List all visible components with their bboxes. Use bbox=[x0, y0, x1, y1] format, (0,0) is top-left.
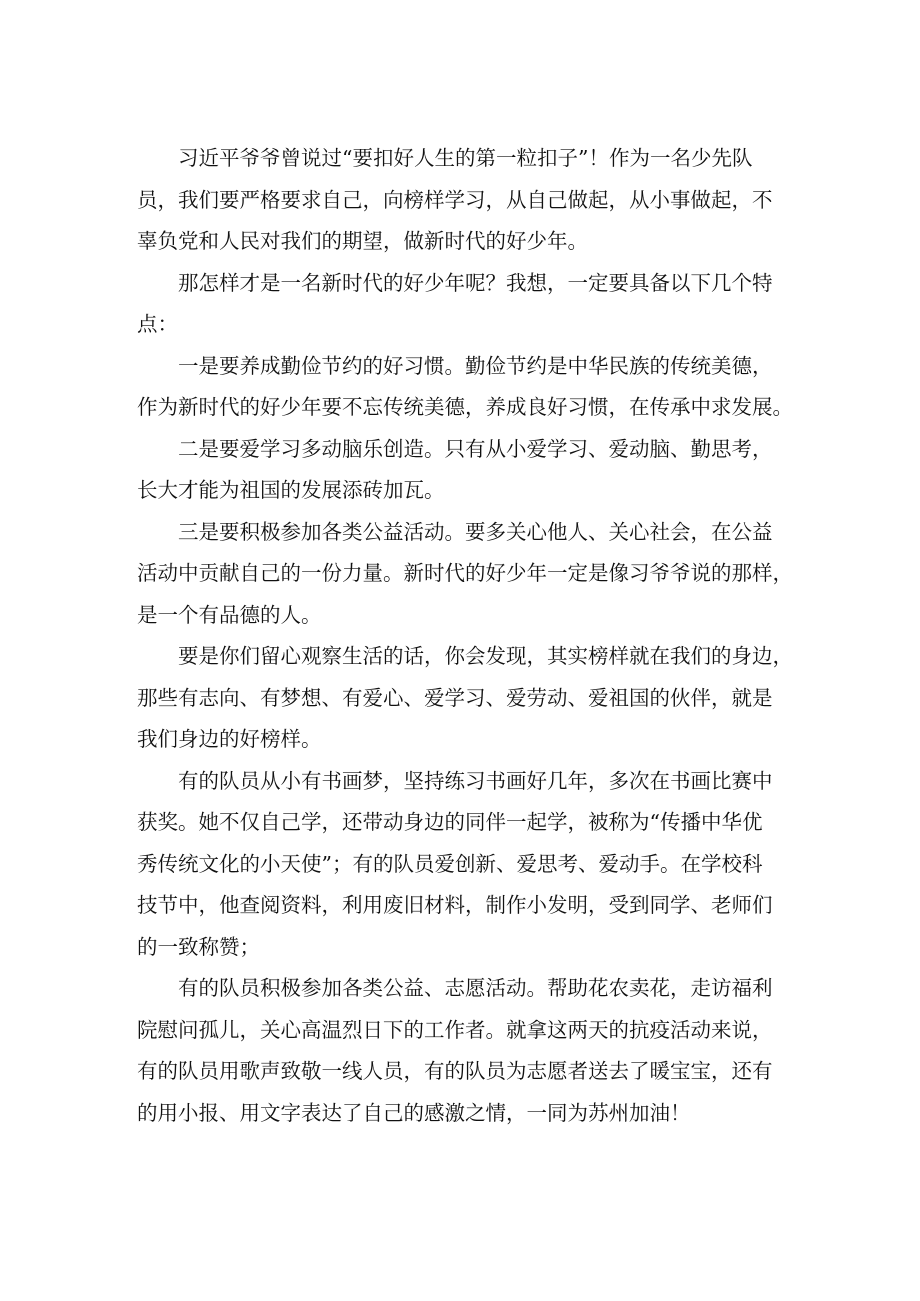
paragraph-1 bbox=[137, 138, 775, 263]
paragraph-6 bbox=[137, 636, 793, 761]
text-line: 辜负党和人民对我们的期望，做新时代的好少年。 bbox=[137, 229, 588, 253]
paragraph-3 bbox=[137, 346, 793, 429]
text-line: 员，我们要严格要求自己，向榜样学习，从自己做起，从小事做起，不 bbox=[137, 187, 773, 212]
text-line: 三是要积极参加各类公益活动。要多关心他人、关心社会，在公益 bbox=[178, 519, 773, 544]
text-line: 的一致称赞； bbox=[137, 934, 260, 959]
text-line: 那些有志向、有梦想、有爱心、爱学习、爱劳动、爱祖国的伙伴，就是 bbox=[137, 685, 773, 710]
text-line: 有的队员用歌声致敬一线人员，有的队员为志愿者送去了暖宝宝，还有 bbox=[137, 1059, 773, 1083]
text-line: 院慰问孤儿，关心高温烈日下的工作者。就拿这两天的抗疫活动来说， bbox=[137, 1017, 773, 1042]
text-line: 一是要养成勤俭节约的好习惯。勤俭节约是中华民族的传统美德， bbox=[178, 353, 773, 378]
text-line: 我们身边的好榜样。 bbox=[137, 727, 322, 751]
text-line: 有的队员从小有书画梦，坚持练习书画好几年，多次在书画比赛中 bbox=[178, 768, 773, 793]
text-line: 习近平爷爷曾说过“要扣好人生的第一粒扣子”！作为一名少先队 bbox=[178, 146, 753, 170]
text-line: 有的队员积极参加各类公益、志愿活动。帮助花农卖花，走访福利 bbox=[178, 976, 773, 1000]
text-line: 二是要爱学习多动脑乐创造。只有从小爱学习、爱动脑、勤思考， bbox=[178, 436, 773, 461]
text-line: 长大才能为祖国的发展添砖加瓦。 bbox=[137, 478, 445, 502]
text-line: 是一个有品德的人。 bbox=[137, 602, 322, 627]
paragraph-7 bbox=[137, 761, 775, 969]
text-line: 技节中，他查阅资料，利用废旧材料，制作小发明，受到同学、老师们 bbox=[137, 893, 773, 917]
text-line: 的用小报、用文字表达了自己的感激之情，一同为苏州加油！ bbox=[137, 1100, 691, 1125]
paragraph-5 bbox=[137, 512, 793, 637]
paragraph-2 bbox=[137, 263, 775, 346]
text-line: 要是你们留心观察生活的话，你会发现，其实榜样就在我们的身边， bbox=[178, 644, 793, 668]
text-line: 秀传统文化的小天使”；有的队员爱创新、爱思考、爱动手。在学校科 bbox=[137, 851, 763, 876]
text-line: 作为新时代的好少年要不忘传统美德，养成良好习惯，在传承中求发展。 bbox=[137, 395, 793, 419]
text-line: 活动中贡献自己的一份力量。新时代的好少年一定是像习爷爷说的那样， bbox=[137, 561, 793, 585]
text-line: 获奖。她不仅自己学，还带动身边的同伴一起学，被称为“传播中华优 bbox=[137, 810, 763, 834]
document-body bbox=[137, 138, 793, 1134]
text-line: 点： bbox=[137, 312, 178, 336]
paragraph-4 bbox=[137, 429, 775, 512]
text-line: 那怎样才是一名新时代的好少年呢？我想，一定要具备以下几个特 bbox=[178, 270, 773, 295]
paragraph-8 bbox=[137, 968, 775, 1134]
